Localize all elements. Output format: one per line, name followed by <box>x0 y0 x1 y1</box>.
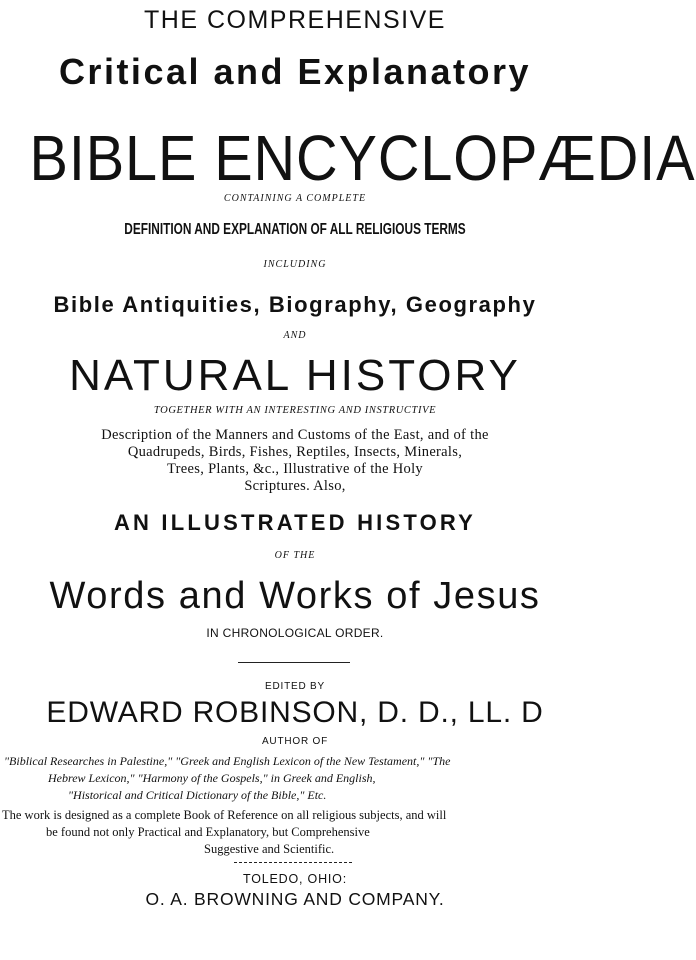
publication-place: TOLEDO, OHIO: <box>243 872 347 886</box>
subtitle-bible-antiquities: Bible Antiquities, Biography, Geography <box>53 292 537 317</box>
subtitle-including: INCLUDING <box>263 259 327 270</box>
divider-rule <box>238 662 350 663</box>
editor-name: EDWARD ROBINSON, D. D., LL. D <box>46 696 544 729</box>
subtitle-of-the: OF THE <box>274 550 316 561</box>
description-line: Trees, Plants, &c., Illustrative of the Holy <box>167 461 423 477</box>
subtitle-together: TOGETHER WITH AN INTERESTING AND INSTRUCTIVE <box>153 405 437 416</box>
subtitle-and: AND <box>283 330 307 341</box>
description-line: Description of the Manners and Customs of the East, and of the <box>101 427 489 443</box>
title-natural-history: NATURAL HISTORY <box>69 351 521 400</box>
author-of-label: AUTHOR OF <box>261 736 329 747</box>
title-words-and-works: Words and Works of Jesus <box>49 575 541 617</box>
description-block <box>0 427 590 495</box>
publisher-name: O. A. BROWNING AND COMPANY. <box>145 889 445 909</box>
subtitle-containing: CONTAINING A COMPLETE <box>223 193 367 204</box>
divider-rule <box>234 862 352 863</box>
description-line: Scriptures. Also, <box>244 478 346 494</box>
works-line: "Biblical Researches in Palestine," "Greek and English Lexicon of the New Testament," "The <box>4 754 451 768</box>
title-line-critical-explanatory: Critical and Explanatory <box>58 51 532 92</box>
statement-line: Suggestive and Scientific. <box>204 842 335 856</box>
works-line: "Historical and Critical Dictionary of the Bible," Etc. <box>68 788 327 802</box>
title-line-bible-encyclopaedia: BIBLE ENCYCLOPÆDIA <box>29 122 696 194</box>
works-line: Hebrew Lexicon," "Harmony of the Gospels," in Greek and English, <box>48 771 376 785</box>
editor-works <box>4 753 588 804</box>
statement-line: be found not only Practical and Explanatory, but Comprehensive <box>46 825 370 839</box>
statement-line: The work is designed as a complete Book of Reference on all religious subjects, and will <box>2 808 447 822</box>
subtitle-chronological: IN CHRONOLOGICAL ORDER. <box>206 626 384 640</box>
work-statement <box>2 807 588 858</box>
subtitle-definition: DEFINITION AND EXPLANATION OF ALL RELIGIOUS TERMS <box>124 221 466 238</box>
edited-by-label: EDITED BY <box>265 681 325 692</box>
title-line-comprehensive: THE COMPREHENSIVE <box>144 6 446 34</box>
description-line: Quadrupeds, Birds, Fishes, Reptiles, Insects, Minerals, <box>127 444 463 460</box>
title-illustrated-history: AN ILLUSTRATED HISTORY <box>113 510 477 535</box>
